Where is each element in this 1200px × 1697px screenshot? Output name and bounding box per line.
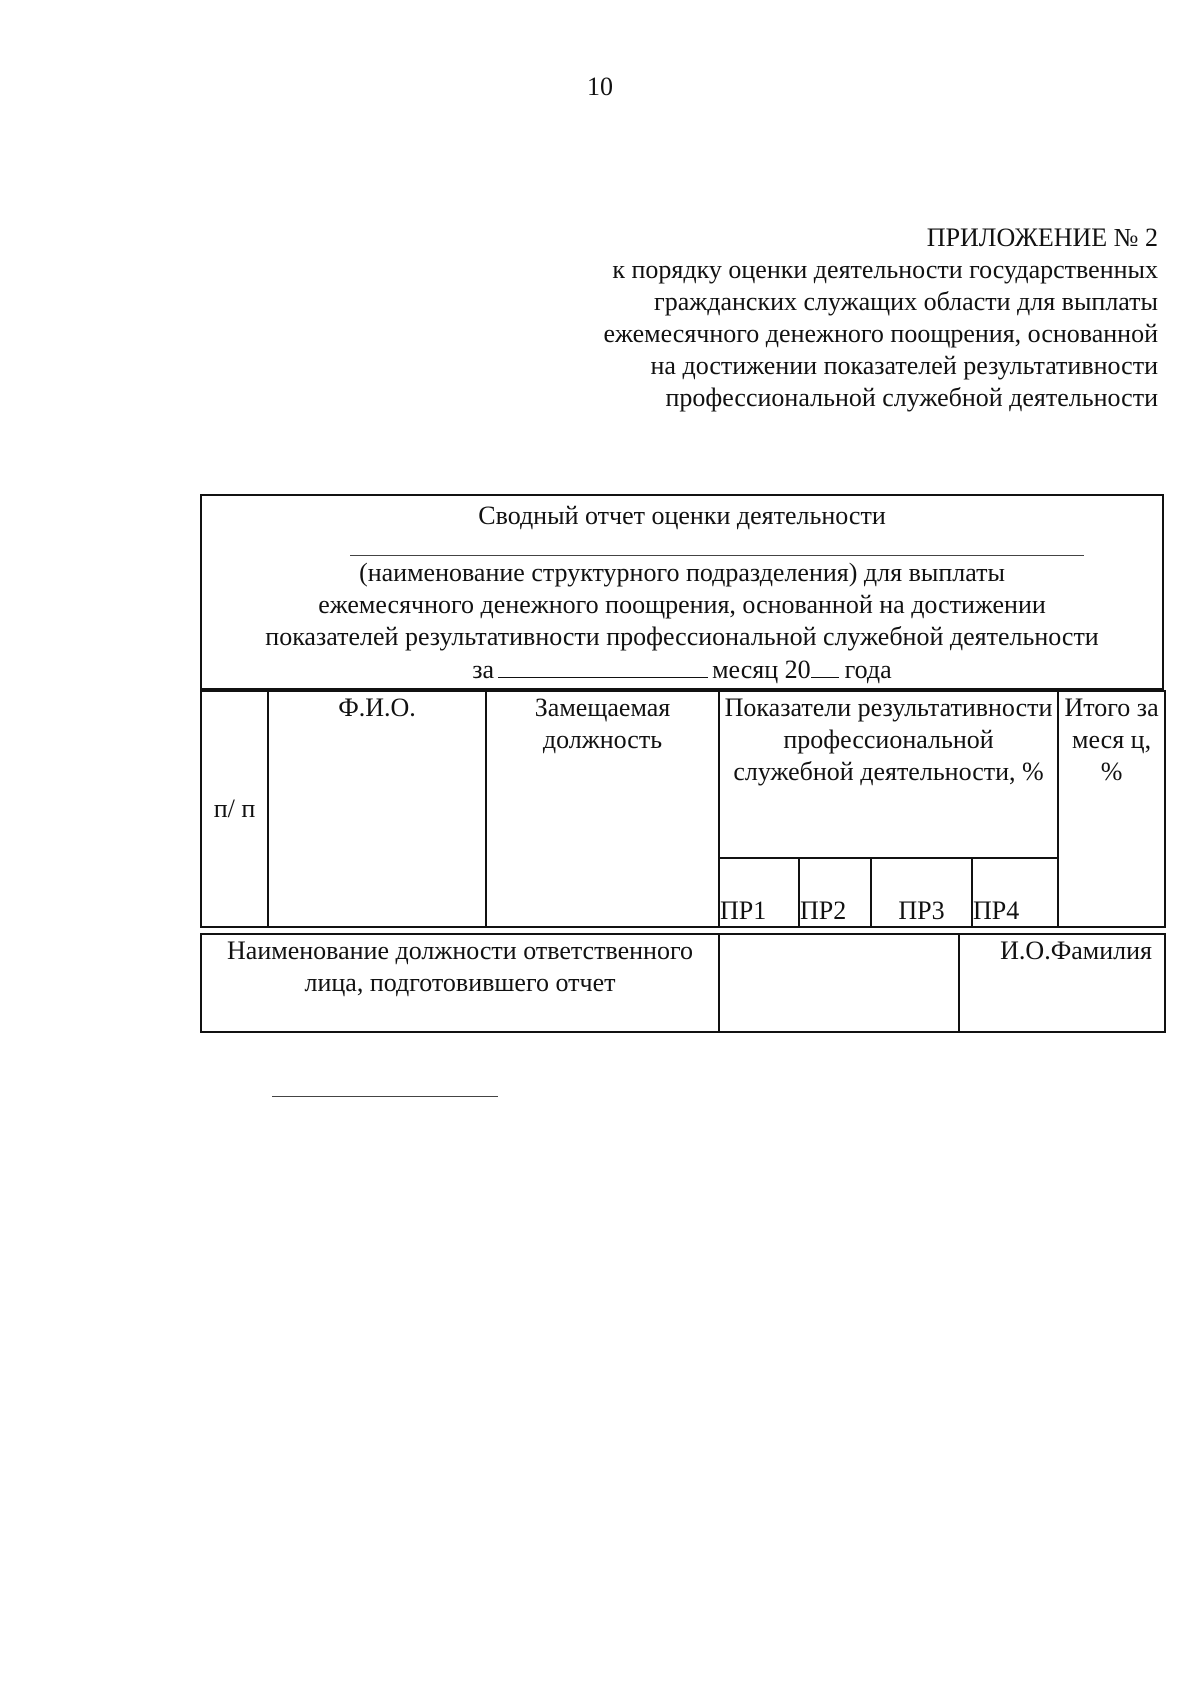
header-total: Итого за меся ц, % — [1058, 691, 1165, 927]
department-fill-line — [350, 555, 1084, 556]
header-pr2: ПР2 — [799, 858, 871, 927]
appendix-line: ежемесячного денежного поощрения, основанной — [603, 319, 1158, 348]
report-desc-line: (наименование структурного подразделения) для выплаты — [359, 558, 1005, 587]
header-fio: Ф.И.О. — [268, 691, 486, 927]
report-description — [202, 557, 1162, 686]
appendix-title: ПРИЛОЖЕНИЕ № 2 — [926, 223, 1158, 252]
report-title: Сводный отчет оценки деятельности — [478, 501, 886, 530]
signature-table — [200, 933, 1166, 1033]
signature-cell — [719, 934, 959, 1032]
report-desc-line: ежемесячного денежного поощрения, основанной на достижении — [318, 590, 1046, 619]
report-header-box — [200, 494, 1164, 690]
month-blank — [498, 653, 708, 678]
header-num: п/ п — [201, 691, 268, 927]
signer-position-label: Наименование должности ответственного лица, подготовившего отчет — [201, 934, 719, 1032]
appendix-line: на достижении показателей результативности — [650, 351, 1158, 380]
appendix-line: к порядку оценки деятельности государственных — [612, 255, 1158, 284]
report-table — [200, 690, 1166, 928]
page-number: 10 — [587, 72, 613, 101]
signer-name: И.О.Фамилия — [959, 934, 1165, 1032]
header-indicators: Показатели результативности профессиональной служебной деятельности, % — [719, 691, 1058, 858]
year-blank — [811, 653, 839, 678]
report-period-line — [202, 653, 1162, 686]
period-middle: месяц 20 — [712, 655, 811, 684]
header-pr3: ПР3 — [871, 858, 972, 927]
header-pr4: ПР4 — [972, 858, 1058, 927]
period-suffix: года — [844, 655, 892, 684]
appendix-block — [508, 222, 1158, 414]
appendix-line: гражданских служащих области для выплаты — [654, 287, 1158, 316]
footnote-separator — [272, 1096, 498, 1097]
header-pr1: ПР1 — [719, 858, 799, 927]
header-position: Замещаемая должность — [486, 691, 719, 927]
period-prefix: за — [472, 655, 495, 684]
appendix-line: профессиональной служебной деятельности — [665, 383, 1158, 412]
report-desc-line: показателей результативности профессиональной служебной деятельности — [265, 622, 1099, 651]
